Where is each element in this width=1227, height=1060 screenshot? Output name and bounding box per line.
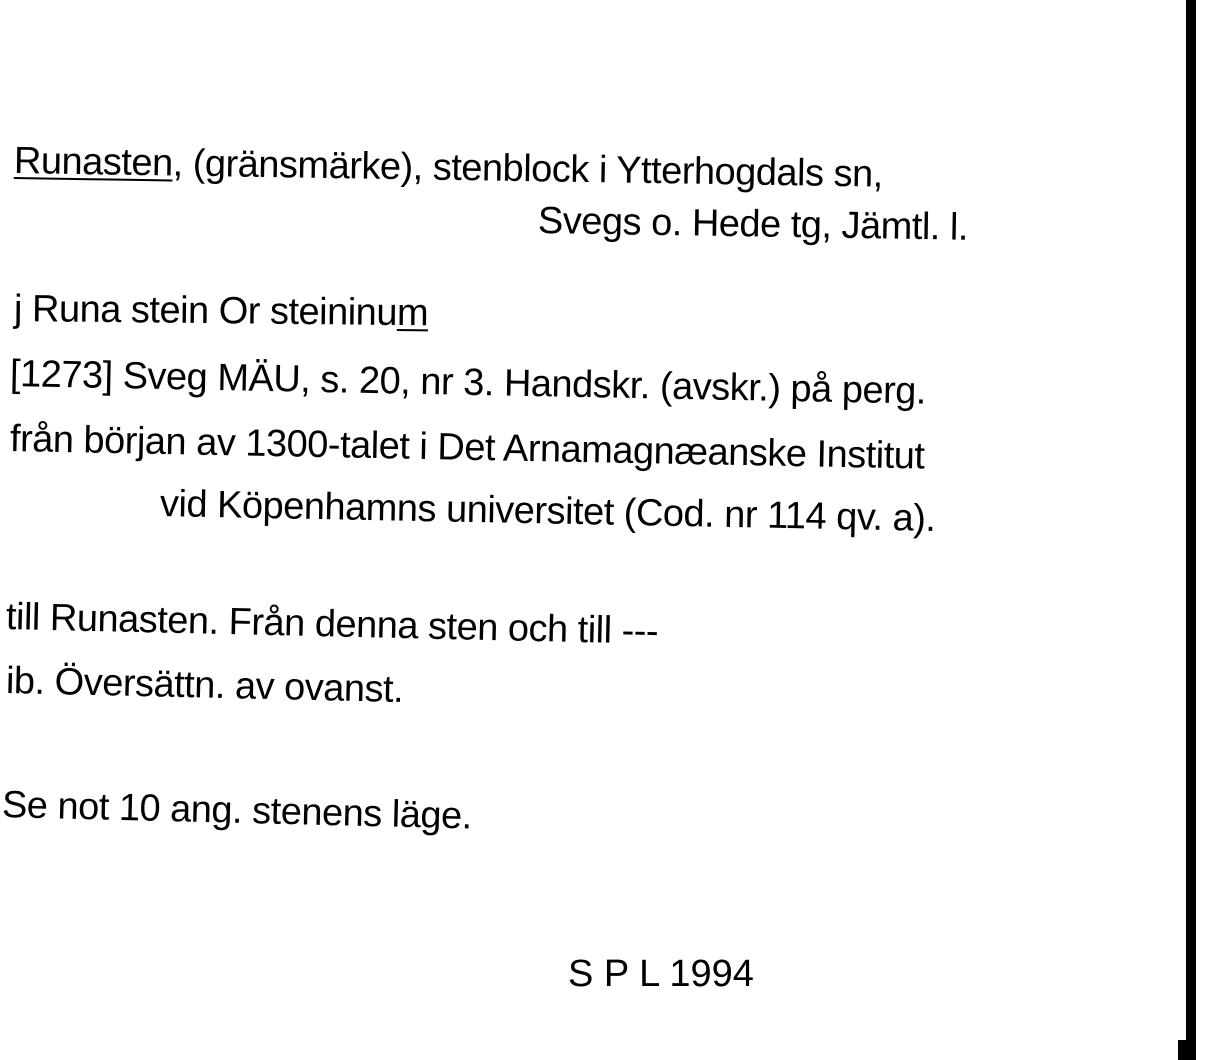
translation-line-2: ib. Översättn. av ovanst. xyxy=(5,660,404,712)
runic-quote-text: j Runa stein Or steininu xyxy=(13,288,398,335)
card-edge-mark xyxy=(1178,1040,1190,1060)
heading-name-part1: Run xyxy=(13,140,83,184)
heading-description: , (gränsmärke), stenblock i Ytterhogdals sn, xyxy=(172,142,884,196)
runic-quote xyxy=(13,288,429,335)
source-line-3: vid Köpenhamns universitet (Cod. nr 114 qv. a). xyxy=(159,483,936,540)
note-line: Se not 10 ang. stenens läge. xyxy=(1,784,473,838)
runic-quote-underlined-end: m xyxy=(396,292,429,335)
card-heading xyxy=(14,142,883,194)
heading-name-part2: asten xyxy=(81,141,173,185)
translation-line-1: till Runasten. Från denna sten och till --- xyxy=(5,596,659,653)
source-line-2: från början av 1300-talet i Det Arnamagnæanske Institut xyxy=(9,418,925,478)
source-line-1: [1273] Sveg MÄU, s. 20, nr 3. Handskr. (avskr.) på perg. xyxy=(9,353,927,413)
location-line: Svegs o. Hede tg, Jämtl. l. xyxy=(537,200,969,249)
card-right-edge xyxy=(1186,0,1196,1060)
signature: S P L 1994 xyxy=(568,953,754,995)
